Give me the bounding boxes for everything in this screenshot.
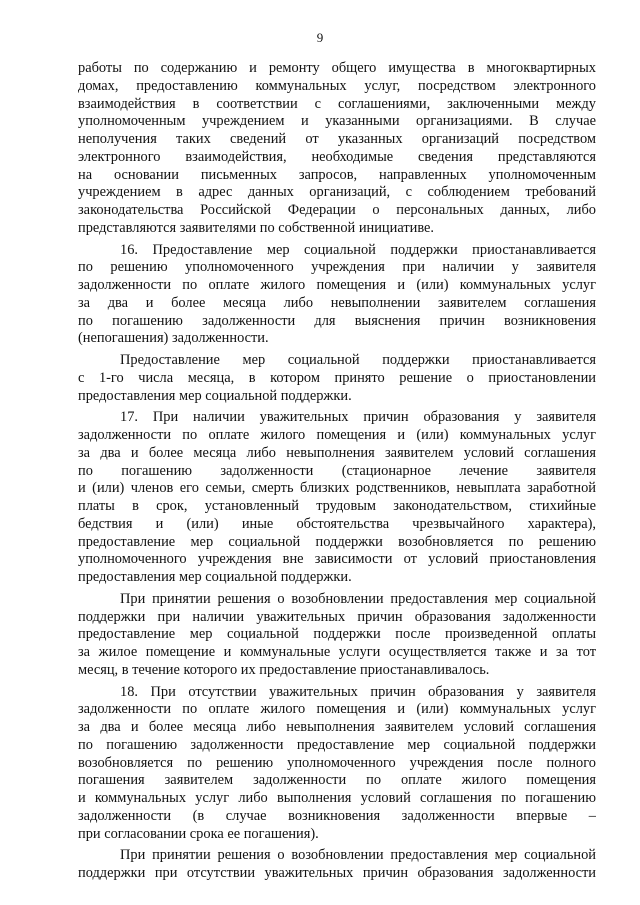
document-body [78, 60, 596, 883]
text-line: представляются заявителями по собственной инициативе. [78, 219, 435, 236]
text-line: и коммунальных услуг либо выполнения условий соглашения по погашению [78, 790, 596, 806]
text-line: по погашению задолженности для выяснения причин возникновения [78, 312, 596, 329]
text-line: задолженности (в случае возникновения задолженности впервые – [78, 807, 596, 824]
text-line: и (или) членов его семьи, смерть близких родственников, невыплата заработной [78, 480, 596, 497]
paragraph-p7 [78, 847, 596, 883]
text-line: При принятии решения о возобновлении предоставления мер социальной [120, 590, 596, 607]
text-line: 18. При отсутствии уважительных причин образования у заявителя [120, 683, 596, 700]
paragraph-p1 [78, 60, 596, 238]
text-line: задолженности по оплате жилого помещения и (или) коммунальных услуг [78, 277, 596, 293]
paragraph-p6 [78, 684, 596, 844]
text-line: за жилое помещение и коммунальные услуги осуществляется также и за тот [78, 644, 596, 660]
text-line: с 1-го числа месяца, в котором принято решение о приостановлении [78, 369, 596, 386]
text-line: (непогашения) задолженности. [78, 330, 269, 347]
text-line: 16. Предоставление мер социальной поддержки приостанавливается [120, 241, 596, 258]
text-line: 17. При наличии уважительных причин образования у заявителя [120, 409, 596, 426]
text-line: уполномоченным учреждением и указанными организациями. В случае [78, 113, 596, 130]
text-line: за два и более месяца либо невыполнения заявителем условий соглашения [78, 719, 596, 735]
text-line: работы по содержанию и ремонту общего имущества в многоквартирных [78, 60, 596, 76]
text-line: поддержки при отсутствии уважительных причин образования задолженности [78, 865, 596, 881]
text-line: возобновляется по решению уполномоченного учреждения после полного [78, 754, 596, 771]
text-line: по погашению задолженности (стационарное лечение заявителя [78, 462, 596, 479]
text-line: погашения заявителем задолженности по оплате жилого помещения [78, 772, 596, 789]
text-line: предоставления мер социальной поддержки. [78, 387, 352, 404]
text-line: задолженности по оплате жилого помещения и (или) коммунальных услуг [78, 427, 596, 443]
text-line: за два и более месяца либо невыполнения заявителем условий соглашения [78, 444, 596, 461]
text-line: взаимодействия в соответствии с соглашениями, заключенными между [78, 95, 596, 112]
text-line: учреждением в адрес данных организаций, с соблюдением требований [78, 184, 596, 201]
text-line: законодательства Российской Федерации о персональных данных, либо [78, 202, 596, 218]
text-line: по решению уполномоченного учреждения при наличии у заявителя [78, 259, 596, 276]
text-line: платы в срок, установленный трудовым законодательством, стихийные [78, 498, 596, 514]
text-line: месяц, в течение которого их предоставление приостанавливалось. [78, 661, 490, 678]
text-line: по погашению задолженности предоставление мер социальной поддержки [78, 736, 596, 753]
paragraph-p5 [78, 591, 596, 680]
text-line: предоставление мер социальной поддержки возобновляется по решению [78, 533, 596, 550]
text-line: на основании письменных запросов, направленных уполномоченным [78, 166, 596, 183]
text-line: неполучения таких сведений от указанных организаций посредством [78, 131, 596, 147]
text-line: домах, предоставлению коммунальных услуг, посредством электронного [78, 77, 596, 94]
text-line: задолженности по оплате жилого помещения и (или) коммунальных услуг [78, 701, 596, 718]
text-line: за два и более месяца либо невыполнении заявителем соглашения [78, 294, 596, 311]
paragraph-p4 [78, 409, 596, 587]
text-line: Предоставление мер социальной поддержки приостанавливается [120, 352, 596, 368]
text-line: предоставления мер социальной поддержки. [78, 569, 352, 585]
text-line: поддержки при наличии уважительных причин образования задолженности [78, 608, 596, 625]
text-line: электронного взаимодействия, необходимые сведения представляются [78, 148, 596, 165]
text-line: При принятии решения о возобновлении предоставления мер социальной [120, 847, 596, 864]
text-line: уполномоченного учреждения вне зависимости от условий приостановления [78, 551, 596, 568]
page-number: 9 [316, 30, 324, 45]
paragraph-p2 [78, 242, 596, 349]
text-line: предоставление мер социальной поддержки после произведенной оплаты [78, 626, 596, 643]
text-line: бедствия и (или) иные обстоятельства чрезвычайного характера), [78, 515, 596, 532]
text-line: при согласовании срока ее погашения). [78, 825, 319, 842]
paragraph-p3 [78, 352, 596, 405]
